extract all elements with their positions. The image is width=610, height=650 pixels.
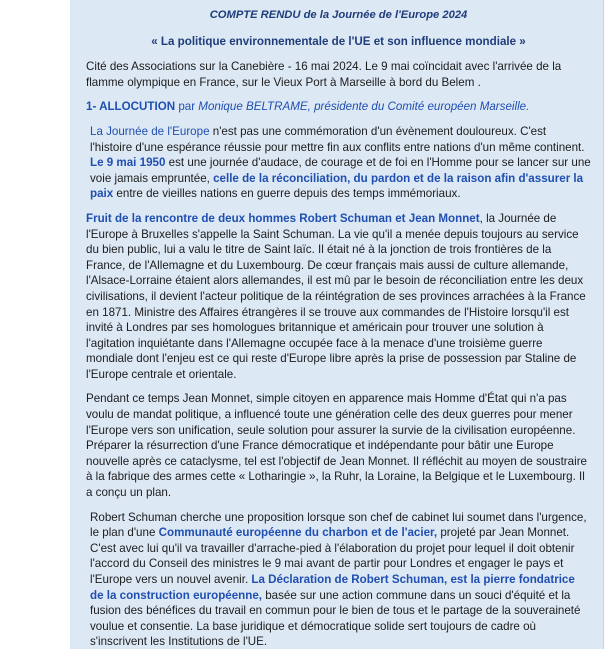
paragraph-journee (86, 124, 591, 202)
intro-paragraph: Cité des Associations sur la Canebière - 16 mai 2024. Le 9 mai coïncidait avec l'arrivée de la flamme olympique en France, sur le Vieux Port à Marseille à bord du Belem . (86, 60, 562, 89)
highlight-ceca: Communauté européenne du charbon et de l'acier, (158, 526, 438, 540)
highlight-reconciliation: celle de la réconciliation, du pardon et de la raison afin d'assurer la paix (90, 171, 584, 201)
date-9-mai-1950: Le 9 mai 1950 (90, 156, 166, 170)
report-subtitle: « La politique environnementale de l'UE et son influence mondiale » (151, 34, 526, 48)
section-by: par (175, 100, 199, 114)
para4-text2: projeté par Jean Monnet. C'est avec lui qu'il va travailler d'arrache-pied à l'élaboration du projet pour lequel il doit obtenir l'accord du Conseil des ministres le 9 mai avant de partir pour Londres et engager le pays et l'Europe vers un nouvel avenir. (90, 526, 575, 586)
report-title: COMPTE RENDU de la Journée de l'Europe 2024 (209, 9, 468, 21)
paragraph-declaration (86, 510, 591, 650)
paragraph-jean-monnet: Pendant ce temps Jean Monnet, simple citoyen en apparence mais Homme d'État qui n'a pas voulu de mandat politique, a influencé toute une génération celle des deux guerres pour mener l'Europe vers son unification, seule solution pour assurer la survie de la civilisation européenne. Préparer la résurrection d'une France démocratique et indépendante pour bâtir une Europe nouvelle après ce cataclysme, tel est l'objectif de Jean Monnet. Il réfléchit au moyen de soustraire à la fabrique des armes cette « Lotharingie », la Ruhr, la Loraine, la Belgique et le Luxembourg. Il a conçu un plan. (86, 392, 588, 500)
para1-text3: entre de vieilles nations en guerre depuis des temps immémoriaux. (113, 187, 461, 201)
page-edge (603, 0, 604, 649)
highlight-declaration: La Déclaration de Robert Schuman, est la pierre fondatrice de la construction européenne, (90, 573, 575, 602)
para1-text1: n'est pas une commémoration d'un évènement douloureux. C'est l'histoire d'une espérance réussie pour mettre fin aux conflits entre nations d'un même continent. (90, 124, 585, 154)
section-number-title: 1- ALLOCUTION (86, 100, 176, 114)
document-sheet (70, 0, 603, 649)
section-speaker: Monique BELTRAME, présidente du Comité européen Marseille. (198, 100, 530, 114)
para4-text1: Robert Schuman cherche une proposition lorsque son chef de cabinet lui soumet dans l'urgence, le plan d'une (90, 510, 587, 540)
para1-text2: est une journée d'audace, de courage et de foi en l'Homme pour se lancer sur une voie jamais empruntée, (90, 156, 591, 185)
lead-rencontre: Fruit de la rencontre de deux hommes Robert Schuman et Jean Monnet (86, 211, 480, 225)
para2-text: , la Journée de l'Europe à Bruxelles s'appelle la Saint Schuman. La vie qu'il a menée depuis toujours au service du bien public, lui a valu le titre de Saint laïc. Il était né à la jonction de trois frontières de la France, de l'Allemagne et du Luxembourg. De cœur français mais aussi de culture allemande, l'Alsace-Lorraine étaient alors allemandes, il est mû par le besoin de réconciliation entre les deux civilisations, il devient l'acteur politique de la réintégration de ses provinces arrachées à la France en 1871. Ministre des Affaires étrangères il se trouve aux commandes de l'Histoire lorsqu'il est invité à Londres par ses homologues britannique et américain pour trouver une solution à l'agitation inquiétante dans l'Allemagne occupée face à la menace d'une troisième guerre mondiale dont l'enjeu est ce qui reste d'Europe libre après la prise de possession par Staline de l'Europe centrale et orientale. (86, 211, 586, 381)
lead-journee: La Journée de l'Europe (90, 124, 210, 138)
paragraph-schuman-monnet (86, 211, 591, 383)
para4-text3: basée sur une action commune dans un souci d'équité et la fusion des bénéfices du travail en commun pour le bien de tous et le partage de la souveraineté voulue et consentie. La base juridique et démocratique solide sert toujours de cadre où s'inscrivent les Institutions de l'UE. (90, 588, 581, 649)
section-heading (86, 99, 591, 115)
